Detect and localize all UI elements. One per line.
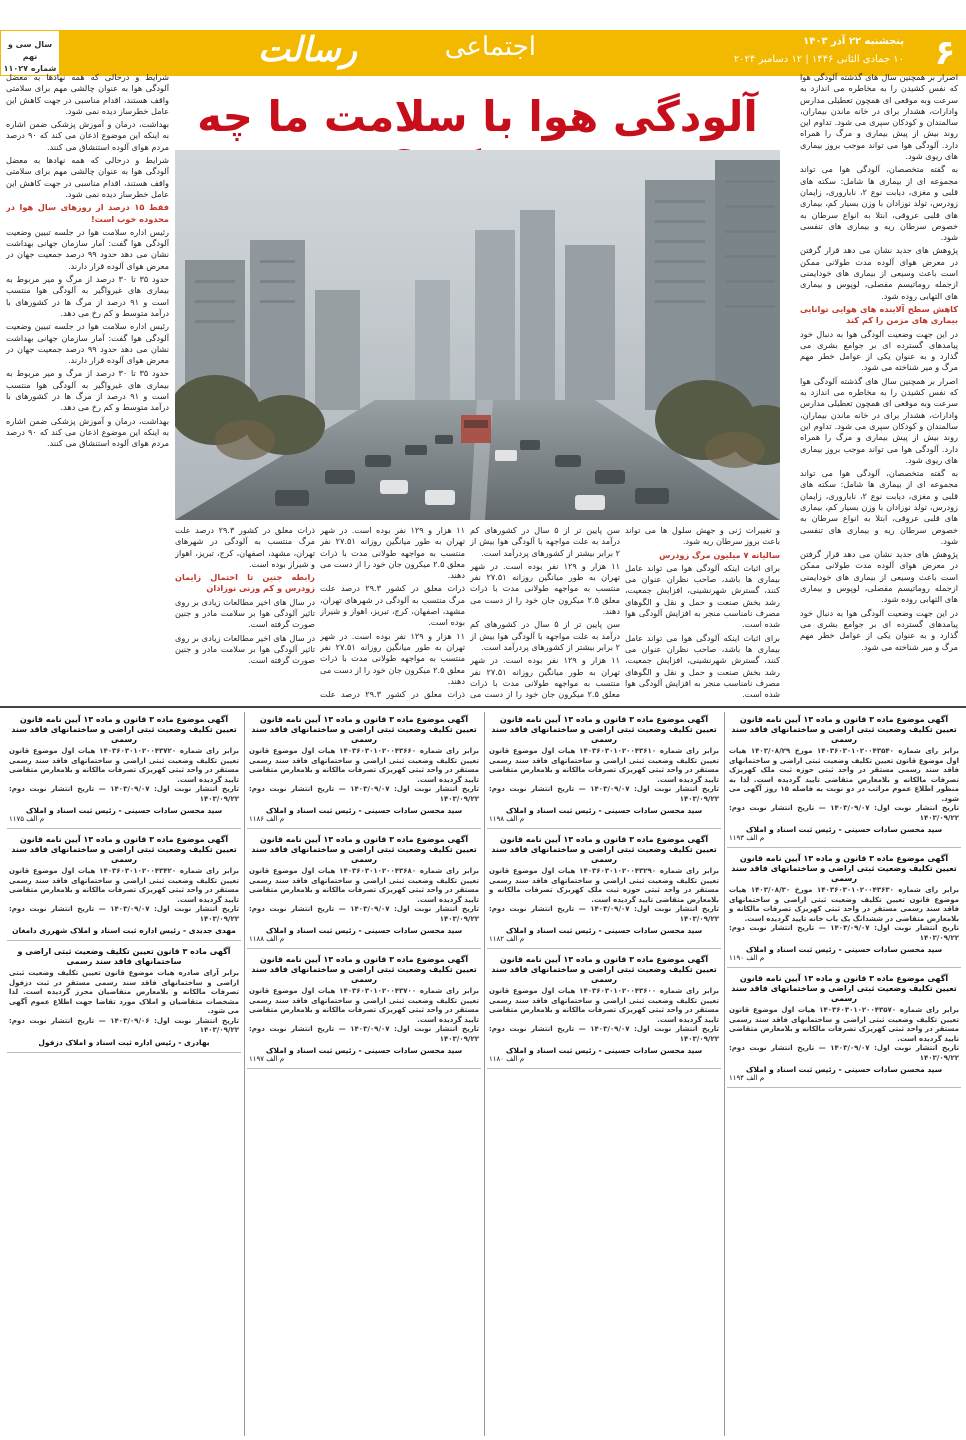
- notice-body: برابر رای شماره ۱۴۰۳۶۰۳۰۱۰۲۰۰۴۳۷۰۰ هیات اول موضوع قانون تعیین تکلیف وضعیت ثبتی اراضی و ساختمانهای فاقد سند رسمی مستقر در واحد ثبتی کهریزک تصرفات مالکانه و بلامعارض متقاضی تایید گردیده است.: [249, 987, 480, 1024]
- article-paragraph: در این جهت وضعیت آلودگی هوا به دنبال خود پیامدهای گسترده ای بر جوامع بشری می گذارد و به عنوان یکی از عوامل خطر مهم مرگ و میر شناخته می شود.: [800, 607, 958, 652]
- article-paragraph: شرایط و درحالی که همه نهادها به معضل آلودگی هوا به عنوان چالشی مهم برای سلامتی واقف هستند، اقدام مناسبی در جهت کاهش این عامل خطرساز دیده نمی شود.: [6, 155, 169, 199]
- date-other: ۱۰ جمادی الثانی ۱۴۴۶ | ۱۲ دسامبر ۲۰۲۴: [733, 54, 904, 65]
- smog-street-illustration: [175, 150, 780, 520]
- notice-signature: سید محسن سادات حسینی - رئیس ثبت اسناد و املاک: [265, 1046, 463, 1055]
- notice-body: برابر رای شماره ۱۴۰۳۶۰۳۰۱۰۲۰۰۴۳۵۴۰ مورخ ۱۴۰۳/۰۸/۲۹ هیات اول موضوع قانون تعیین تکلیف وضعیت ثبتی اراضی و ساختمانهای فاقد سند رسمی مستقر در واحد ثبتی حوزه ثبت ملک کهریزک تصرفات مالکانه و بلامعارض متقاضی تایید گردیده است. لذا به منظور اطلاع عموم مراتب در دو نوبت به فاصله ۱۵ روز آگهی می شود.: [729, 747, 960, 803]
- notice-code: م الف ۱۱۸۸: [249, 935, 285, 943]
- column-divider: [484, 712, 485, 1436]
- date-box: [656, 33, 916, 69]
- notice-signature: سید محسن سادات حسینی - رئیس ثبت اسناد و املاک: [505, 1046, 703, 1055]
- ads-column-1: [727, 712, 961, 1436]
- legal-notice: [487, 712, 721, 829]
- legal-notice: [727, 971, 961, 1088]
- legal-notice: [247, 832, 481, 949]
- article-paragraph: رئیس اداره سلامت هوا در جلسه تبیین وضعیت آلودگی هوا گفت: آمار سازمان جهانی بهداشت نشان می دهد حدود ۹۹ درصد جمعیت جهان در معرض هوای آلوده قرار دارند.: [6, 321, 169, 366]
- article-col-mid-4: [175, 525, 315, 701]
- notice-signature: سید محسن سادات حسینی - رئیس ثبت اسناد و املاک: [745, 1065, 943, 1074]
- notice-title: آگهی موضوع ماده ۳ قانون و ماده ۱۳ آیین نامه قانون تعیین تکلیف وضعیت ثبتی اراضی و ساختمانهای فاقد سند رسمی: [251, 715, 477, 744]
- square-icon: [908, 36, 916, 44]
- notice-dates: تاریخ انتشار نوبت اول: ۱۴۰۳/۰۹/۰۷ — تاریخ انتشار نوبت دوم: ۱۴۰۳/۰۹/۲۲: [729, 1044, 959, 1062]
- ads-column-3: [247, 712, 481, 1436]
- article-paragraph: به گفته متخصصان، آلودگی هوا می تواند مجموعه ای از بیماری ها شامل: سکته های قلبی و مغزی، دیابت نوع ۲، ناباروری، زایمان زودرس، تولد نوزادان با وزن بسیار کم، بیماری های قلبی عروقی، ابتلا به انواع سرطان به خصوص سرطان ریه و بیماری های تنفسی شود.: [800, 468, 958, 546]
- notice-title: آگهی موضوع ماده ۳ قانون و ماده ۱۳ آیین نامه قانون تعیین تکلیف وضعیت ثبتی اراضی و ساختمانهای فاقد سند رسمی: [731, 854, 957, 883]
- notice-title: آگهی موضوع ماده ۳ قانون و ماده ۱۳ آیین نامه قانون تعیین تکلیف وضعیت ثبتی اراضی و ساختمانهای فاقد سند رسمی: [11, 835, 237, 864]
- notice-code: م الف ۱۱۸۶: [249, 815, 285, 823]
- notice-body: برابر رای شماره ۱۴۰۳۶۰۳۰۱۰۲۰۰۴۳۴۲۰ هیات اول موضوع قانون تعیین تکلیف وضعیت ثبتی اراضی و ساختمانهای فاقد سند رسمی مستقر در واحد ثبتی کهریزک تصرفات مالکانه و بلامعارض متقاضی تایید گردیده است.: [9, 867, 240, 904]
- year-line: سال سی و نهم: [7, 40, 53, 61]
- notice-body: برابر رای شماره ۱۴۰۳۶۰۳۰۱۰۲۰۰۴۳۶۱۰ هیات اول موضوع قانون تعیین تکلیف وضعیت ثبتی اراضی و ساختمانهای فاقد سند رسمی مستقر در واحد ثبتی کهریزک تصرفات مالکانه و بلامعارض متقاضی تایید گردیده است.: [489, 747, 720, 784]
- article-col-left: [6, 72, 169, 700]
- article-col-mid-1: [625, 525, 780, 701]
- article-paragraph: برای اثبات اینکه آلودگی هوا می تواند عامل بیماری ها باشد، صاحب نظران عنوان می کنند، گسترش شهرنشینی، افزایش جمعیت، رشد بخش صنعت و حمل و نقل و الگوهای مصرف نامناسب منجر به افزایش آلودگی هوا شده است.: [625, 562, 780, 630]
- legal-notice: [727, 712, 961, 848]
- article-paragraph: ذرات معلق در کشور ۲۹.۳ درصد علت مرگ منتسب به آلودگی در شهرهای تهران، مشهد، اصفهان، کرج، تبریز، اهواز و شیراز بوده است.: [320, 583, 465, 628]
- notice-code: م الف ۱۱۹۰: [729, 954, 765, 962]
- square-icon: [908, 54, 916, 62]
- notice-signature: سید محسن سادات حسینی - رئیس ثبت اسناد و املاک: [265, 926, 463, 935]
- notice-title: آگهی موضوع ماده ۳ قانون و ماده ۱۳ آیین نامه قانون تعیین تکلیف وضعیت ثبتی اراضی و ساختمانهای فاقد سند رسمی: [731, 715, 957, 744]
- article-paragraph: اصرار بر همچنین سال های گذشته آلودگی هوا که نفس کشیدن را به مخاطره می اندازد به سرعت وبه موقعی ای همچون تعطیلی مدارس وادارات، هشدار برای در خانه ماندن بیماران، سالمندان و کودکان سپری می شود. تداوم این روند بیش از پیش بیماری و مرگ را همراه دارد. آلودگی هوا می تواند موجب بروز بیماری های ریوی شود.: [800, 375, 958, 465]
- article-paragraph: ۱۱ هزار و ۱۲۹ نفر بوده است. در شهر تهران به طور میانگین روزانه ۲۷.۵۱ نفر منتسب به مواجهه طولانی مدت با ذرات معلق ۲.۵ میکرون جان خود را از دست می دهند.: [320, 630, 465, 686]
- column-divider: [244, 712, 245, 1436]
- notice-dates: تاریخ انتشار نوبت اول: ۱۴۰۳/۰۹/۰۷ — تاریخ انتشار نوبت دوم: ۱۴۰۳/۰۹/۲۲: [9, 785, 239, 803]
- notice-dates: تاریخ انتشار نوبت اول: ۱۴۰۳/۰۹/۰۷ — تاریخ انتشار نوبت دوم: ۱۴۰۳/۰۹/۲۲: [249, 1025, 479, 1043]
- article-paragraph: شرایط و درحالی که همه نهادها به معضل آلودگی هوا به عنوان چالشی مهم برای سلامتی واقف هستند، اقدام مناسبی در جهت کاهش این عامل خطرساز دیده نمی شود.: [6, 72, 169, 116]
- issue-line: شماره ۱۱۰۲۷: [3, 64, 57, 73]
- legal-notice: [727, 851, 961, 968]
- notice-body: برابر رای شماره ۱۴۰۳۶۰۳۰۱۰۲۰۰۴۳۲۹۰ هیات اول موضوع قانون تعیین تکلیف وضعیت ثبتی اراضی و ساختمانهای فاقد سند رسمی مستقر در واحد ثبتی حوزه ثبت ملک کهریزک تصرفات مالکانه و بلامعارض متقاضی تایید گردیده است.: [489, 867, 720, 904]
- notice-signature: سید محسن سادات حسینی - رئیس ثبت اسناد و املاک: [745, 825, 943, 834]
- article-paragraph: و تغییرات ژنی و جهش سلول ها می تواند باعث بروز سرطان ریه شود.: [625, 525, 780, 547]
- legal-notice: [7, 712, 241, 829]
- notice-dates: تاریخ انتشار نوبت اول: ۱۴۰۳/۰۹/۰۷ — تاریخ انتشار نوبت دوم: ۱۴۰۳/۰۹/۲۲: [729, 924, 959, 942]
- article-paragraph: در سال های اخیر مطالعات زیادی بر روی تاثیر آلودگی هوا بر سلامت مادر و جنین صورت گرفته است.: [175, 632, 315, 666]
- article-subheading: فقط ۱۵ درصد از روزهای سال هوا در محدوده خوب است!: [6, 202, 169, 224]
- date-persian: پنجشنبه ۲۲ آذر ۱۴۰۳: [803, 36, 904, 47]
- ads-column-2: [487, 712, 721, 1436]
- notice-code: م الف ۱۱۸۲: [489, 935, 525, 943]
- notice-signature: بهادری - رئیس اداره ثبت اسناد و املاک دزفول: [38, 1037, 210, 1047]
- notice-signature: سید محسن سادات حسینی - رئیس ثبت اسناد و املاک: [505, 806, 703, 815]
- article-paragraph: حدود ۳۵ تا ۳۰ درصد از مرگ و میر مربوط به بیماری های غیرواگیر به آلودگی هوا منتسب است و ۹۱ درصد از مرگ ها در کشورهای با درآمد متوسط و کم رخ می دهد.: [6, 274, 169, 318]
- smog-city-photo: [175, 150, 780, 520]
- notice-body: برابر آرای صادره هیات موضوع قانون تعیین تکلیف وضعیت ثبتی اراضی و ساختمانهای فاقد سند رسمی مستقر در ثبت دزفول تصرفات مالکانه و بلامعارض متقاضیان محرز گردیده است. لذا مشخصات متقاضیان و املاک مورد تقاضا جهت اطلاع عموم آگهی می شود.: [9, 969, 239, 1015]
- section-title: اجتماعی: [444, 32, 536, 62]
- article-headline: آلودگی هوا با سلامت ما چه: [197, 92, 758, 141]
- notice-title: آگهی موضوع ماده ۳ قانون و ماده ۱۳ آیین نامه قانون تعیین تکلیف وضعیت ثبتی اراضی و ساختمانهای فاقد سند رسمی: [11, 715, 237, 744]
- notice-title: آگهی ماده ۳ قانون تعیین تکلیف وضعیت ثبتی اراضی و ساختمانهای فاقد سند رسمی: [17, 947, 231, 966]
- notice-dates: تاریخ انتشار نوبت اول: ۱۴۰۳/۰۹/۰۷ — تاریخ انتشار نوبت دوم: ۱۴۰۳/۰۹/۲۲: [9, 905, 239, 923]
- article-paragraph: اصرار بر همچنین سال های گذشته آلودگی هوا که نفس کشیدن را به مخاطره می اندازد به سرعت وبه موقعی ای همچون تعطیلی مدارس وادارات، هشدار برای در خانه ماندن بیماران، سالمندان و کودکان سپری می شود. تداوم این روند بیش از پیش بیماری و مرگ را همراه دارد. آلودگی هوا می تواند موجب بروز بیماری های ریوی شود.: [800, 72, 958, 162]
- page-number: ۶: [924, 30, 966, 76]
- legal-notice: [7, 944, 241, 1053]
- notice-dates: تاریخ انتشار نوبت اول: ۱۴۰۳/۰۹/۰۷ — تاریخ انتشار نوبت دوم: ۱۴۰۳/۰۹/۲۲: [249, 905, 479, 923]
- article-paragraph: پژوهش های جدید نشان می دهد قرار گرفتن در معرض هوای آلوده مدت طولانی ممکن است باعث وسیعی از بیماری های خودایمنی ازجمله روماتیسم مفصلی، لوپوس و بیماری های التهابی روده شود.: [800, 549, 958, 605]
- article-paragraph: ۱۱ هزار و ۱۲۹ نفر بوده است. در شهر تهران به طور میانگین روزانه ۲۷.۵۱ نفر منتسب به مواجهه طولانی مدت با ذرات معلق ۲.۵ میکرون جان خود را از دست می: [470, 655, 620, 700]
- notice-title: آگهی موضوع ماده ۳ قانون و ماده ۱۳ آیین نامه قانون تعیین تکلیف وضعیت ثبتی اراضی و ساختمانهای فاقد سند رسمی: [491, 835, 717, 864]
- notice-code: م الف ۱۱۹۸: [489, 815, 525, 823]
- article-paragraph: به گفته متخصصان، آلودگی هوا می تواند مجموعه ای از بیماری ها شامل: سکته های قلبی و مغزی، دیابت نوع ۲، ناباروری، زایمان زودرس، تولد نوزادان با وزن بسیار کم، بیماری های قلبی عروقی، ابتلا به انواع سرطان به خصوص سرطان ریه و بیماری های تنفسی شود.: [800, 164, 958, 243]
- article-paragraph: ۱۱ هزار و ۱۲۹ نفر بوده است. در شهر تهران به طور میانگین روزانه ۲۷.۵۱ نفر منتسب به مواجهه طولانی مدت با ذرات معلق ۲.۵ میکرون جان خود را از دست می دهند.: [320, 525, 465, 581]
- notice-dates: تاریخ انتشار نوبت اول: ۱۴۰۳/۰۹/۰۷ — تاریخ انتشار نوبت دوم: ۱۴۰۳/۰۹/۲۲: [489, 905, 719, 923]
- article-col-mid-2: [470, 525, 620, 701]
- article-subheading: رابطه جنین تا احتمال زایمان زودرس و کم وزنی نوزادان: [175, 572, 315, 594]
- issue-box: [0, 30, 60, 76]
- notice-code: م الف ۱۱۹۴: [729, 1074, 765, 1082]
- article-paragraph: بهداشت، درمان و آموزش پزشکی ضمن اشاره به اینکه این موضوع اذعان می کند که ۹۰ درصد مردم هوای آلوده استنشاق می کنند.: [6, 119, 169, 152]
- article-subheading: کاهش سطح آلاینده های هوایی توانایی بیماری های مزمن را کم کند: [800, 303, 958, 326]
- notice-code: م الف ۱۱۹۳: [729, 834, 765, 842]
- notice-code: م الف ۱۱۸۰: [489, 1055, 525, 1063]
- notice-dates: تاریخ انتشار نوبت اول: ۱۴۰۳/۰۹/۰۷ — تاریخ انتشار نوبت دوم: ۱۴۰۳/۰۹/۲۲: [489, 1025, 719, 1043]
- notice-title: آگهی موضوع ماده ۳ قانون و ماده ۱۳ آیین نامه قانون تعیین تکلیف وضعیت ثبتی اراضی و ساختمانهای فاقد سند رسمی: [251, 955, 477, 984]
- notice-signature: سید محسن سادات حسینی - رئیس ثبت اسناد و املاک: [745, 945, 943, 954]
- notice-dates: تاریخ انتشار نوبت اول: ۱۴۰۳/۰۹/۰۷ — تاریخ انتشار نوبت دوم: ۱۴۰۳/۰۹/۲۲: [489, 785, 719, 803]
- divider: [0, 706, 966, 708]
- article-paragraph: حدود ۳۵ تا ۳۰ درصد از مرگ و میر مربوط به بیماری های غیرواگیر به آلودگی هوا منتسب است و ۹۱ درصد از مرگ ها در کشورهای با درآمد متوسط و کم رخ می دهد.: [6, 368, 169, 413]
- notice-title: آگهی موضوع ماده ۳ قانون و ماده ۱۳ آیین نامه قانون تعیین تکلیف وضعیت ثبتی اراضی و ساختمانهای فاقد سند رسمی: [491, 715, 717, 744]
- legal-notice: [7, 832, 241, 941]
- notice-dates: تاریخ انتشار نوبت اول: ۱۴۰۳/۰۹/۰۶ — تاریخ انتشار نوبت دوم: ۱۴۰۳/۰۹/۲۲: [9, 1016, 239, 1034]
- legal-notices: [5, 712, 961, 1436]
- legal-notice: [247, 712, 481, 829]
- column-divider: [724, 712, 725, 1436]
- article-paragraph: رئیس اداره سلامت هوا در جلسه تبیین وضعیت آلودگی هوا گفت: آمار سازمان جهانی بهداشت نشان می دهد حدود ۹۹ درصد جمعیت جهان در معرض هوای آلوده قرار دارند.: [6, 226, 169, 271]
- notice-signature: سید محسن سادات حسینی - رئیس ثبت اسناد و املاک: [265, 806, 463, 815]
- article-col-mid-3: [320, 525, 465, 701]
- notice-body: برابر رای شماره ۱۴۰۳۶۰۳۰۱۰۲۰۰۴۳۶۶۰ هیات اول موضوع قانون تعیین تکلیف وضعیت ثبتی اراضی و ساختمانهای فاقد سند رسمی مستقر در واحد ثبتی کهریزک تصرفات مالکانه و بلامعارض متقاضی تایید گردیده است.: [249, 747, 480, 784]
- article-paragraph: سن پایین تر از ۵ سال در کشورهای کم درآمد به علت مواجهه با آلودگی هوا بیش از ۲ برابر بیشتر از کشورهای پردرآمد است.: [470, 525, 620, 558]
- notice-code: م الف ۱۱۹۷: [249, 1055, 285, 1063]
- article-paragraph: ذرات معلق در کشور ۲۹.۳ درصد علت: [320, 689, 465, 700]
- notice-dates: تاریخ انتشار نوبت اول: ۱۴۰۳/۰۹/۰۷ — تاریخ انتشار نوبت دوم: ۱۴۰۳/۰۹/۲۲: [249, 785, 479, 803]
- ads-column-4: [7, 712, 241, 1436]
- article-paragraph: ذرات معلق در کشور ۲۹.۳ درصد علت مرگ منتسب به آلودگی در شهرهای تهران، مشهد، اصفهان، کرج، تبریز، اهواز و شیراز بوده است.: [175, 525, 315, 569]
- notice-title: آگهی موضوع ماده ۳ قانون و ماده ۱۳ آیین نامه قانون تعیین تکلیف وضعیت ثبتی اراضی و ساختمانهای فاقد سند رسمی: [251, 835, 477, 864]
- notice-code: م الف ۱۱۷۵: [9, 815, 45, 823]
- article-paragraph: در این جهت وضعیت آلودگی هوا به دنبال خود پیامدهای گسترده ای بر جوامع بشری می گذارد و به عنوان یکی از عوامل خطر مهم مرگ و میر شناخته می شود.: [800, 328, 958, 373]
- notice-signature: مهدی جدیدی - رئیس اداره ثبت اسناد و املاک شهرری دامغان: [12, 926, 236, 935]
- legal-notice: [487, 952, 721, 1069]
- notice-dates: تاریخ انتشار نوبت اول: ۱۴۰۳/۰۹/۰۷ — تاریخ انتشار نوبت دوم: ۱۴۰۳/۰۹/۲۲: [729, 804, 959, 822]
- notice-body: برابر رای شماره ۱۴۰۳۶۰۳۰۱۰۲۰۰۴۳۶۳۰ مورخ ۱۴۰۳/۰۸/۳۰ هیات موضوع قانون تعیین تکلیف وضعیت ثبتی اراضی و ساختمانهای فاقد سند رسمی مستقر در واحد ثبتی کهریزک تصرفات مالکانه و بلامعارض متقاضی در ششدانگ یک باب خانه تایید گردیده است.: [729, 886, 960, 923]
- notice-title: آگهی موضوع ماده ۳ قانون و ماده ۱۳ آیین نامه قانون تعیین تکلیف وضعیت ثبتی اراضی و ساختمانهای فاقد سند رسمی: [731, 974, 957, 1003]
- notice-body: برابر رای شماره ۱۴۰۳۶۰۳۰۱۰۲۰۰۴۳۶۸۰ هیات اول موضوع قانون تعیین تکلیف وضعیت ثبتی اراضی و ساختمانهای فاقد سند رسمی مستقر در واحد ثبتی کهریزک تصرفات مالکانه و بلامعارض متقاضی تایید گردیده است.: [249, 867, 480, 904]
- notice-signature: سید محسن سادات حسینی - رئیس ثبت اسناد و املاک: [505, 926, 703, 935]
- article-col-right: [800, 72, 958, 700]
- newspaper-logo: رسالت: [258, 30, 358, 70]
- notice-title: آگهی موضوع ماده ۳ قانون و ماده ۱۳ آیین نامه قانون تعیین تکلیف وضعیت ثبتی اراضی و ساختمانهای فاقد سند رسمی: [491, 955, 717, 984]
- article-paragraph: پژوهش های جدید نشان می دهد قرار گرفتن در معرض هوای آلوده مدت طولانی ممکن است باعث وسیعی از بیماری های خودایمنی ازجمله روماتیسم مفصلی، لوپوس و بیماری های التهابی روده شود.: [800, 245, 958, 301]
- notice-body: برابر رای شماره ۱۴۰۳۶۰۳۰۱۰۲۰۰۴۳۷۲۰ هیات اول موضوع قانون تعیین تکلیف وضعیت ثبتی اراضی و ساختمانهای فاقد سند رسمی مستقر در واحد ثبتی کهریزک تصرفات مالکانه و بلامعارض متقاضی تایید گردیده است.: [9, 747, 240, 784]
- article-paragraph: در سال های اخیر مطالعات زیادی بر روی تاثیر آلودگی هوا بر سلامت مادر و جنین صورت گرفته است.: [175, 596, 315, 630]
- article-paragraph: برای اثبات اینکه آلودگی هوا می تواند عامل بیماری ها باشد، صاحب نظران عنوان می کنند، گسترش شهرنشینی، افزایش جمعیت، رشد بخش صنعت و حمل و نقل و الگوهای مصرف نامناسب منجر به افزایش آلودگی هوا شده است.: [625, 632, 780, 700]
- legal-notice: [247, 952, 481, 1069]
- article-paragraph: سن پایین تر از ۵ سال در کشورهای کم درآمد به علت مواجهه با آلودگی هوا بیش از ۲ برابر بیشتر از کشورهای پردرآمد است.: [470, 619, 620, 652]
- notice-body: برابر رای شماره ۱۴۰۳۶۰۳۰۱۰۲۰۰۴۳۶۰۰ هیات اول موضوع قانون تعیین تکلیف وضعیت ثبتی اراضی و ساختمانهای فاقد سند رسمی مستقر در واحد ثبتی کهریزک تصرفات مالکانه و بلامعارض متقاضی تایید گردیده است.: [489, 987, 720, 1024]
- notice-signature: سید محسن سادات حسینی - رئیس ثبت اسناد و املاک: [25, 806, 223, 815]
- article-paragraph: ۱۱ هزار و ۱۲۹ نفر بوده است. در شهر تهران به طور میانگین روزانه ۲۷.۵۱ نفر منتسب به مواجهه طولانی مدت با ذرات معلق ۲.۵ میکرون جان خود را از دست می دهند.: [470, 560, 620, 617]
- legal-notice: [487, 832, 721, 949]
- article-subheading: سالیانه ۷ میلیون مرگ زودرس: [659, 549, 780, 560]
- article-paragraph: بهداشت، درمان و آموزش پزشکی ضمن اشاره به اینکه این موضوع اذعان می کند که ۹۰ درصد مردم هوای آلوده استنشاق می کنند.: [6, 415, 169, 449]
- notice-body: برابر رای شماره ۱۴۰۳۶۰۳۰۱۰۲۰۰۴۳۵۷۰ هیات اول موضوع قانون تعیین تکلیف وضعیت ثبتی اراضی و ساختمانهای فاقد سند رسمی مستقر در واحد ثبتی کهریزک تصرفات مالکانه و بلامعارض متقاضی تایید گردیده است.: [729, 1006, 960, 1043]
